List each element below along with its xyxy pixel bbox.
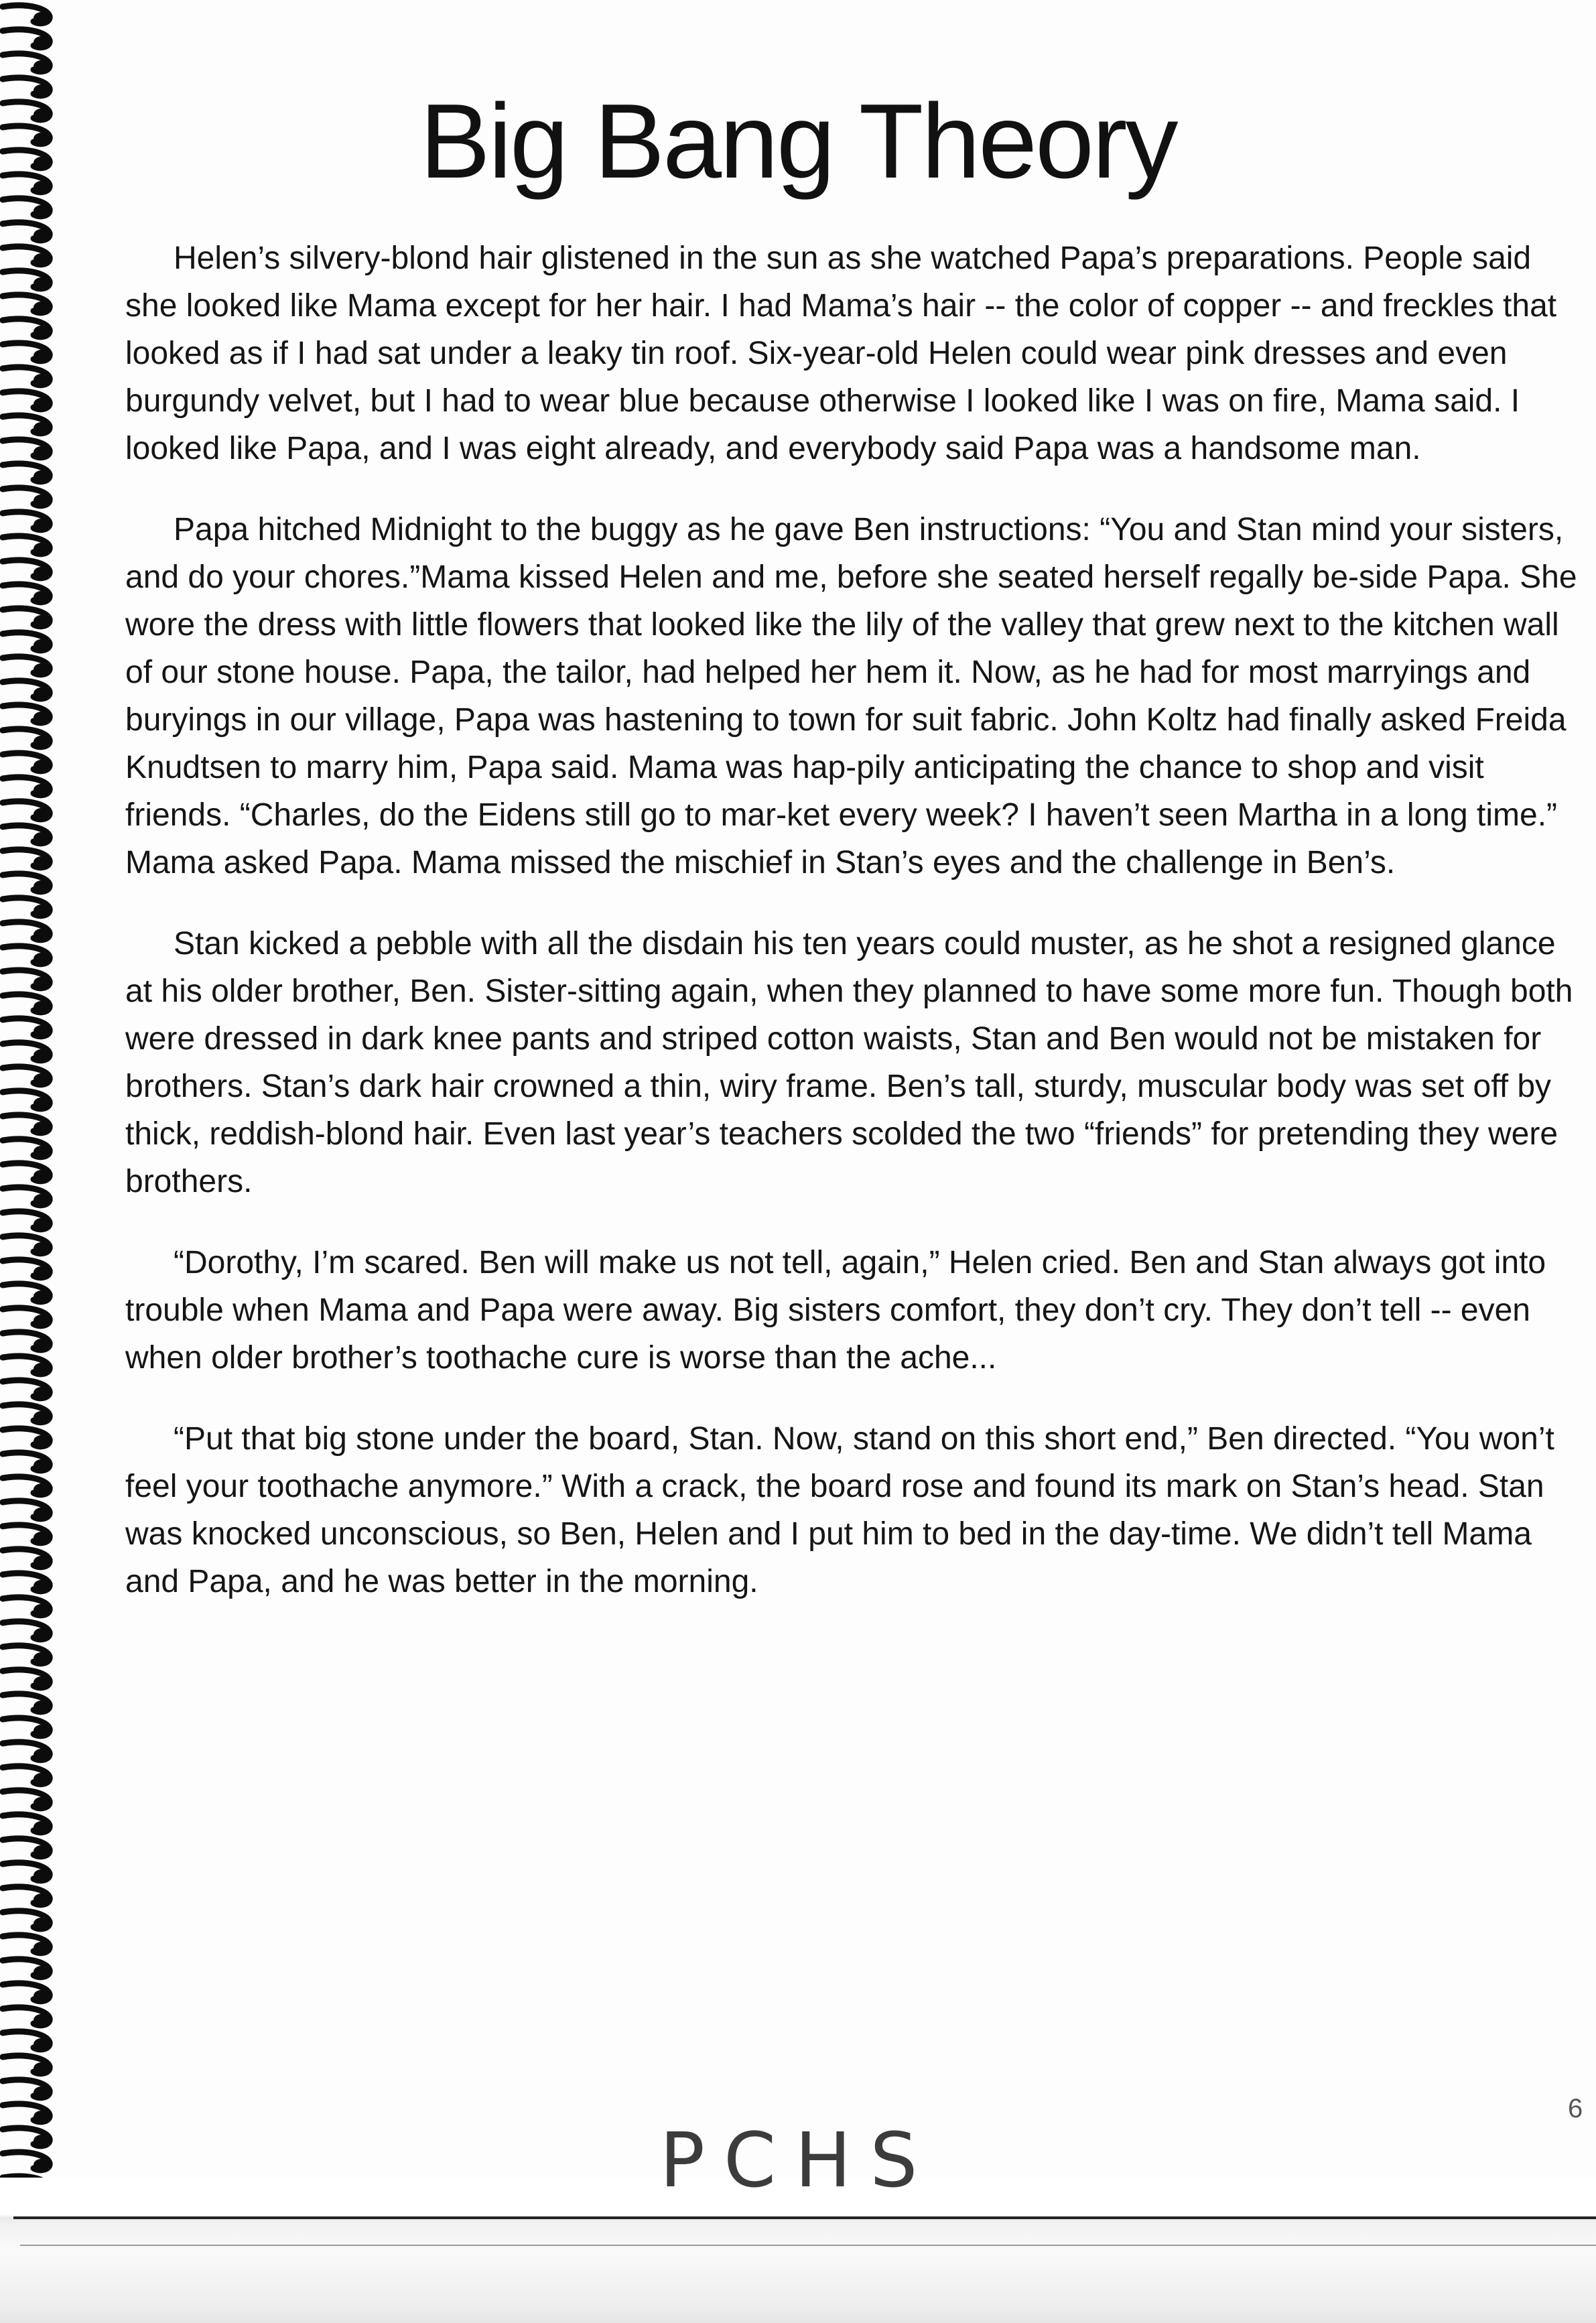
spiral-hole: [34, 2062, 50, 2074]
spiral-hole: [34, 784, 50, 796]
spiral-hole: [34, 326, 50, 338]
spiral-hole: [34, 470, 50, 482]
spiral-hole: [34, 1315, 50, 1327]
spiral-hole: [34, 663, 50, 675]
spiral-hole: [34, 1194, 50, 1206]
spiral-hole: [34, 953, 50, 965]
spiral-hole: [34, 1483, 50, 1496]
spiral-hole: [34, 12, 50, 24]
spiral-hole: [34, 1556, 50, 1568]
spiral-hole: [34, 494, 50, 507]
spiral-hole: [34, 1218, 50, 1230]
page-title: Big Bang Theory: [419, 82, 1177, 200]
paragraph: Stan kicked a pebble with all the disdain his ten years could muster, as he shot a resigned glance at his older brother, Ben. Sister-sitting again, when they planned to have some more fun. Though both were dressed in dark knee pants and striped cotton waists, Stan and Ben would not be mistaken for brothers. Stan’s dark hair crowned a thin, wiry frame. Ben’s tall, sturdy, muscular body was set off by thick, reddish-blond hair. Even last year’s teachers scolded the two “friends” for pretending they were brothers.: [125, 926, 1573, 1199]
spiral-hole: [34, 302, 50, 314]
edge-line: [13, 2216, 1596, 2219]
spiral-hole: [34, 1025, 50, 1037]
spiral-hole: [34, 1170, 50, 1182]
paragraph: Helen’s silvery-blond hair glistened in the sun as she watched Papa’s preparations. People said she looked like Mama except for her hair. I had Mama’s hair -- the color of copper -- and freckles that looked as if I had sat under a leaky tin roof. Six-year-old Helen could wear pink dresses and even burgundy velvet, but I had to wear blue because otherwise I looked like I was on fire, Mama said. I looked like Papa, and I was eight already, and everybody said Papa was a handsome man.: [125, 241, 1557, 466]
spiral-hole: [34, 1942, 50, 1954]
spiral-hole: [34, 205, 50, 217]
spiral-hole: [34, 60, 50, 72]
spiral-hole: [34, 1146, 50, 1158]
spiral-hole: [34, 808, 50, 820]
spiral-hole: [34, 615, 50, 627]
spiral-hole: [34, 398, 50, 410]
spiral-hole: [34, 1387, 50, 1399]
spiral-hole: [34, 1725, 50, 1737]
spiral-hole: [34, 1797, 50, 1809]
spiral-hole: [34, 1845, 50, 1857]
story-body: [125, 235, 1587, 1639]
spiral-hole: [34, 1508, 50, 1520]
spiral-hole: [34, 1894, 50, 1906]
spiral-hole: [34, 1580, 50, 1592]
spiral-hole: [34, 446, 50, 458]
spiral-hole: [34, 591, 50, 603]
spiral-hole: [34, 1652, 50, 1664]
spiral-hole: [34, 1773, 50, 1785]
spiral-hole: [34, 1073, 50, 1085]
spiral-hole: [34, 1411, 50, 1423]
spiral-hole: [34, 1821, 50, 1833]
spiral-hole: [34, 1122, 50, 1134]
spiral-hole: [34, 1339, 50, 1351]
spiral-hole: [34, 1290, 50, 1303]
edge-line: [20, 2245, 1596, 2246]
spiral-hole: [34, 2014, 50, 2026]
spiral-hole: [34, 736, 50, 748]
spiral-hole: [34, 2038, 50, 2050]
page-number: 6: [1568, 2094, 1583, 2123]
spiral-hole: [34, 1918, 50, 1930]
spiral-hole: [34, 277, 50, 289]
spiral-hole: [34, 422, 50, 434]
spiral-hole: [34, 760, 50, 772]
spiral-binding-icon: [0, 0, 74, 2211]
spiral-hole: [34, 712, 50, 724]
spiral-hole: [34, 1266, 50, 1278]
spiral-hole: [34, 229, 50, 241]
paragraph: Papa hitched Midnight to the buggy as he gave Ben instructions: “You and Stan mind your sisters, and do your chores.”Mama kissed Helen and me, before she seated herself regally be-side Papa. She wore the dress with little flowers that looked like the lily of the valley that grew next to the kitchen wall of our stone house. Papa, the tailor, had helped her hem it. Now, as he had for most marryings and buryings in our village, Papa was hastening to town for suit fabric. John Koltz had finally asked Freida Knudtsen to marry him, Papa said. Mama was hap-pily anticipating the chance to shop and visit friends. “Charles, do the Eidens still go to mar-ket every week? I haven’t seen Martha in a long time.” Mama asked Papa. Mama missed the mischief in Stan’s eyes and the challenge in Ben’s.: [125, 512, 1577, 880]
spiral-hole: [34, 1604, 50, 1616]
spiral-hole: [34, 1628, 50, 1640]
spiral-hole: [34, 1701, 50, 1713]
spiral-hole: [34, 543, 50, 555]
spiral-hole: [34, 1749, 50, 1761]
spiral-hole: [34, 905, 50, 917]
spiral-hole: [34, 374, 50, 386]
spiral-hole: [34, 1363, 50, 1375]
footer-watermark: PCHS: [659, 2117, 937, 2204]
spiral-hole: [34, 1869, 50, 1881]
spiral-hole: [34, 639, 50, 651]
spiral-hole: [34, 1049, 50, 1061]
spiral-hole: [34, 832, 50, 844]
spiral-hole: [34, 1242, 50, 1254]
spiral-hole: [34, 1098, 50, 1110]
spiral-hole: [34, 567, 50, 579]
spiral-hole: [34, 856, 50, 868]
spiral-hole: [34, 253, 50, 265]
spiral-hole: [34, 350, 50, 362]
spiral-hole: [34, 880, 50, 892]
spiral-hole: [34, 929, 50, 941]
spiral-hole: [34, 36, 50, 48]
paragraph: “Dorothy, I’m scared. Ben will make us not tell, again,” Helen cried. Ben and Stan always got into trouble when Mama and Papa were away. Big sisters comfort, they don’t cry. They don’t tell -- even when older brother’s toothache cure is worse than the ache...: [125, 1245, 1546, 1376]
paragraph: “Put that big stone under the board, Stan. Now, stand on this short end,” Ben directed. “You won’t feel your toothache anymore.” With a crack, the board rose and found its mark on Stan’s head. Stan was knocked unconscious, so Ben, Helen and I put him to bed in the day-time. We didn’t tell Mama and Papa, and he was better in the morning.: [125, 1421, 1554, 1599]
spiral-hole: [34, 519, 50, 531]
spiral-hole: [34, 687, 50, 700]
spiral-hole: [34, 1435, 50, 1447]
spiral-hole: [34, 1001, 50, 1013]
spiral-hole: [34, 1459, 50, 1471]
spiral-hole: [34, 977, 50, 989]
spiral-hole: [34, 2086, 50, 2099]
spiral-hole: [34, 1676, 50, 1688]
spiral-hole: [34, 1532, 50, 1544]
spiral-hole: [34, 1990, 50, 2002]
spiral-hole: [34, 1966, 50, 1978]
